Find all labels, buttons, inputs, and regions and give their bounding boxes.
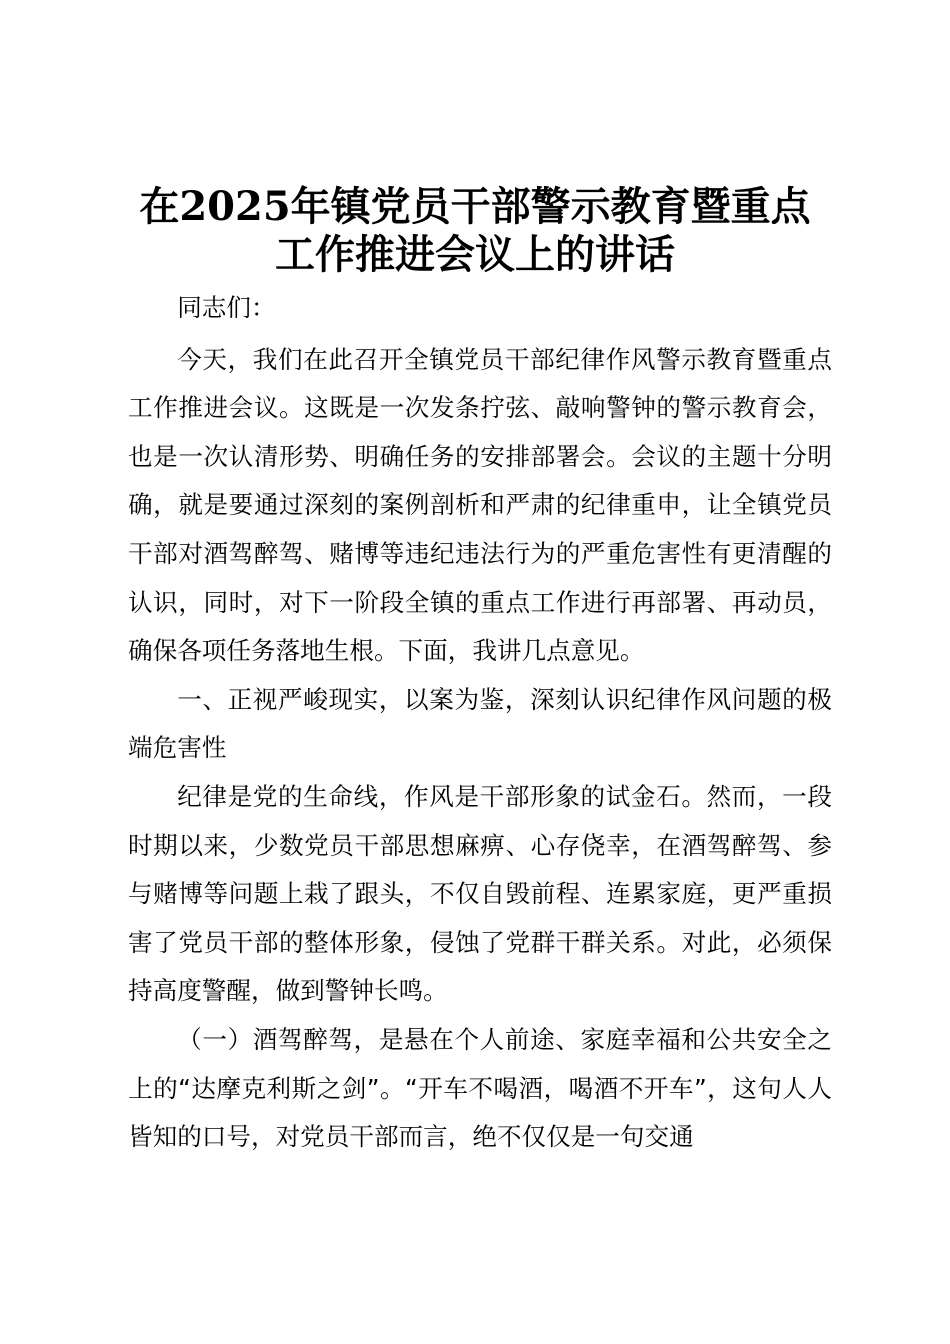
paragraph-discipline: 纪律是党的生命线，作风是干部形象的试金石。然而，一段时期以来，少数党员干部思想麻痹、心存侥幸，在酒驾醉驾、参与赌博等问题上栽了跟头，不仅自毁前程、连累家庭，更严重损害了党员干部的整体形象，侵蚀了党群干群关系。对此，必须保持高度警醒，做到警钟长鸣。: [128, 781, 832, 1006]
document-body: [128, 284, 832, 1162]
salutation: 同志们：: [177, 293, 276, 322]
paragraph-drunk-driving: （一）酒驾醉驾，是悬在个人前途、家庭幸福和公共安全之上的“达摩克利斯之剑”。“开车不喝酒，喝酒不开车”，这句人人皆知的口号，对党员干部而言，绝不仅仅是一句交通: [128, 1024, 832, 1152]
document-title-line-2: 工作推进会议上的讲话: [275, 231, 675, 278]
document-title-line-1: 在2025年镇党员干部警示教育暨重点: [139, 183, 811, 230]
section-heading-1: 一、正视严峻现实，以案为鉴，深刻认识纪律作风问题的极端危害性: [128, 684, 832, 763]
paragraph-opening: 今天，我们在此召开全镇党员干部纪律作风警示教育暨重点工作推进会议。这既是一次发条拧弦、敲响警钟的警示教育会，也是一次认清形势、明确任务的安排部署会。会议的主题十分明确，就是要通过深刻的案例剖析和严肃的纪律重申，让全镇党员干部对酒驾醉驾、赌博等违纪违法行为的严重危害性有更清醒的认识，同时，对下一阶段全镇的重点工作进行再部署、再动员，确保各项任务落地生根。下面，我讲几点意见。: [128, 344, 832, 666]
